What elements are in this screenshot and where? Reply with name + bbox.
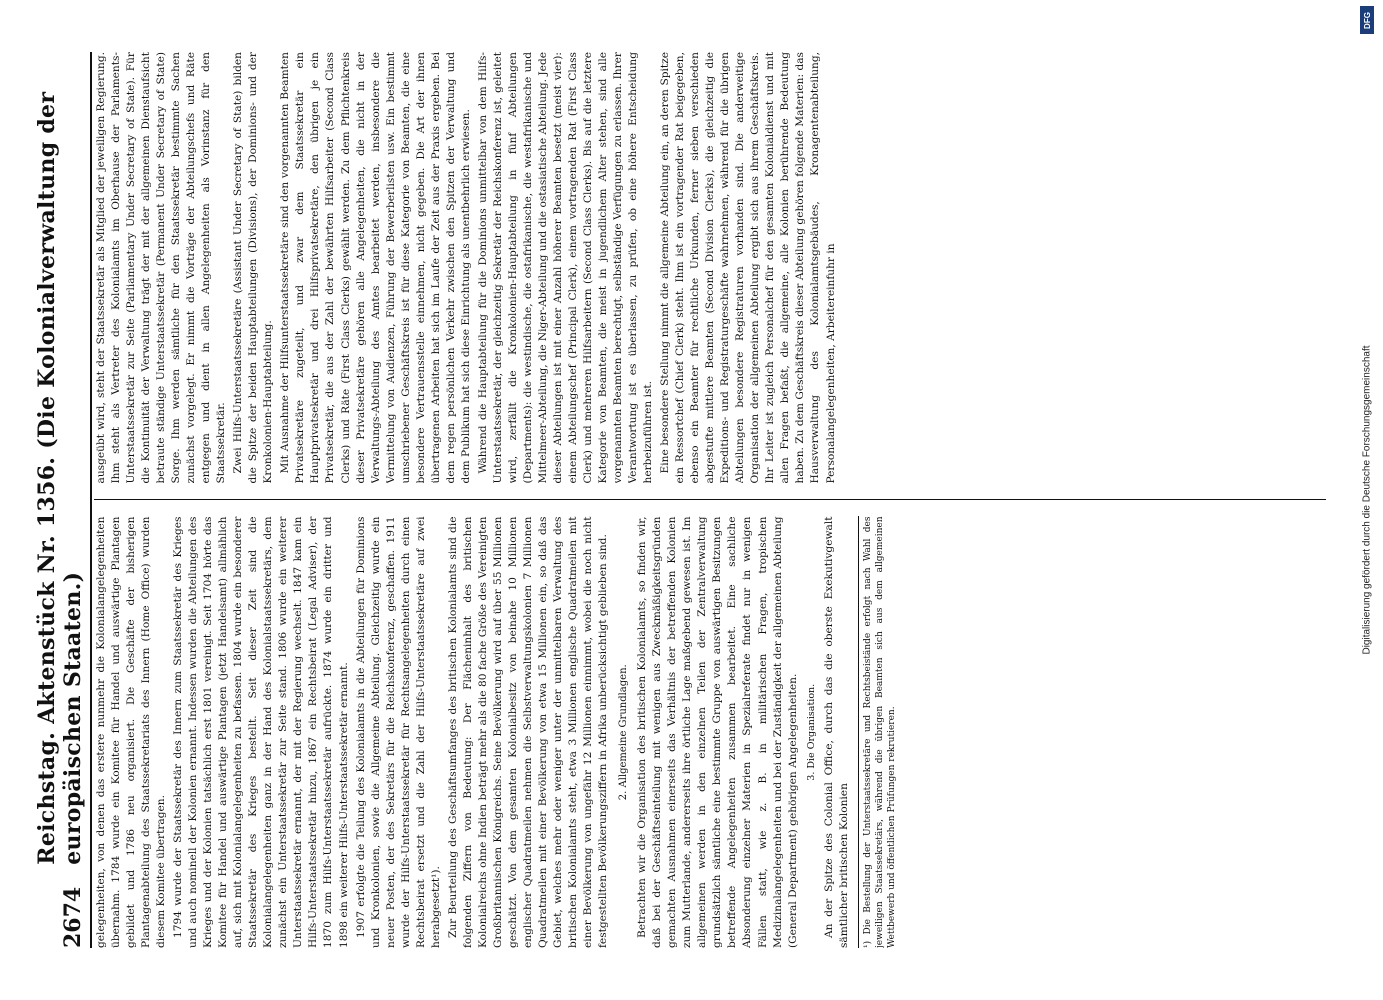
digitization-credit: Digitalisierung gefördert durch die Deutsche Forschungsgemeinschaft — [1361, 345, 1373, 655]
page-title: Reichstag. Aktenstück Nr. 1356. (Die Kolonialverwaltung der europäischen Staaten.) — [33, 91, 86, 865]
section-heading: 3. Die Organisation. — [805, 683, 817, 781]
paragraph: Zwei Hilfs-Unterstaatssekretäre (Assistant Under Secretary of State) bilden die Spitze der beiden Hauptabteilungen (Divisions), der Dominions- und der Kronkolonien-Hauptabteilung. — [231, 52, 274, 484]
paragraph: 1794 wurde der Staatssekretär des Innern zum Staatssekretär des Krieges und auch nominell der Kolonien ernannt. Indessen wurden die Abteilungen des Krieges und der Kolonien tatsächlich erst 1801 vereinigt. Seit 1704 hörte das Komitee für Handel und auswärtige Plantagen (jetzt Handelsamt) allmählich auf, sich mit Kolonialangelegenheiten zu befassen. 1804 wurde ein besonderer Staatssekretär des Krieges bestellt. Seit dieser Zeit sind die Kolonialangelegenheiten ganz in der Hand des Kolonialstaatssekretärs, dem zunächst ein Unterstaatssekretär zur Seite stand. 1806 wurde ein weiterer Unterstaatssekretär ernannt, der mit der Regierung wechselt. 1847 kam ein Hilfs-Unterstaatssekretär hinzu, 1867 ein Rechtsbeirat (Legal Adviser), der 1870 zum Hilfs-Unterstaatssekretär aufrückte. 1874 wurde ein dritter und 1898 ein weiterer Hilfs-Unterstaatssekretär ernannt. — [171, 516, 349, 948]
paragraph: Mit Ausnahme der Hilfsunterstaatssekretäre sind den vorgenannten Beamten Privatsekretäre zugeteilt, und zwar dem Staatssekretär ein Hauptprivatsekretär und drei Hilfsprivatsekretäre, den übrigen je ein Privatsekretär, die aus der Zahl der bewährten Hilfsarbeiter (Second Class Clerks) und Räte (First Class Clerks) gewählt werden. Zu dem Pflichtenkreis dieser Privatsekretäre gehören alle Angelegenheiten, die nicht in der Verwaltungs-Abteilung des Amtes bearbeitet werden, insbesondere die Vermittelung von Audienzen, Führung der Bewerberlisten usw. Ein bestimmt umschriebener Geschäftskreis ist für diese Kategorie von Beamten, die eine besondere Vertrauensstelle einnehmen, nicht gegeben. Die Art der ihnen übertragenen Arbeiten hat sich im Laufe der Zeit aus der Praxis ergeben. Bei dem regen persönlichen Verkehr zwischen den Spitzen der Verwaltung und dem Publikum hat sich diese Einrichtung als unentbehrlich erwiesen. — [278, 52, 472, 484]
column-right — [94, 52, 1326, 484]
footnote-text: ¹) Die Bestellung der Unterstaatssekretäre und Rechtsbeistände erfolgt nach Wahl des jeweiligen Staatssekretärs, während die übrigen Beamten sich aus dem allgemeinen Wettbewerb und öffentlichen Prüfungen rekrutieren. — [862, 516, 897, 948]
paragraph: ausgeübt wird, steht der Staatssekretär als Mitglied der jeweiligen Regierung. Ihm steht als Vertreter des Kolonialamts im Oberhause der Parlaments-Unterstaatssekretär zur Seite (Parliamentary Under Secretary of State). Für die Kontinuität der Verwaltung trägt der mit der allgemeinen Dienstaufsicht betraute ständige Unterstaatssekretär (Permanent Under Secretary of State) Sorge. Ihm werden sämtliche für den Staatssekretär bestimmte Sachen zunächst vorgelegt. Er nimmt die Vorträge der Abteilungschefs und Räte entgegen und dient in allen Angelegenheiten als Vorinstanz für den Staatssekretär. — [94, 52, 227, 484]
page-number: 2674 — [59, 886, 86, 948]
paragraph: Während die Hauptabteilung für die Dominions unmittelbar von dem Hilfs-Unterstaatssekretär, der gleichzeitig Sekretär der Reichskonferenz ist, geleitet wird, zerfällt die Kronkolonien-Hauptabteilung in fünf Abteilungen (Departments): die westindische, die ostafrikanische, die westafrikanische und Mittelmeer-Abteilung, die Niger-Abteilung und die ostasiatische Abteilung. Jede dieser Abteilungen ist mit einer Anzahl höherer Beamten besetzt (meist vier): einem Abteilungschef (Principal Clerk), einem vortragenden Rat (First Class Clerk) und mehreren Hilfsarbeitern (Second Class Clerks). Bis auf die letztere Kategorie von Beamten, die meist in jugendlichem Alter stehen, sind alle vorgenannten Beamten berechtigt, selbständige Verfügungen zu erlassen. Ihrer Verantwortung ist es überlassen, zu prüfen, ob eine höhere Entscheidung herbeizuführen ist. — [476, 52, 654, 484]
paragraph: Eine besondere Stellung nimmt die allgemeine Abteilung ein, an deren Spitze ein Ressortchef (Chief Clerk) steht. Ihm ist ein vortragender Rat beigegeben, ebenso ein Beamter für rechtliche Urkunden, ferner sieben verschieden abgestufte mittlere Beamten (Second Division Clerks), die gleichzeitig die Expeditions- und Registraturgeschäfte wahrnehmen, während für die übrigen Abteilungen besondere Registraturen vorhanden sind. Die anderweitige Organisation der allgemeinen Abteilung ergibt sich aus ihrem Geschäftskreis. Ihr Leiter ist zugleich Personalchef für den gesamten Kolonialdienst und mit allen Fragen befaßt, die allgemeine, alle Kolonien berührende Bedeutung haben. Zu dem Geschäftskreis dieser Abteilung gehören folgende Materien: das Hausverwaltung des Kolonialamtsgebäudes, Kronagentenabteilung, Personalangelegenheiten, Arbeitereinfuhr in — [658, 52, 836, 484]
dfg-logo: DFG — [1360, 6, 1374, 34]
column-divider — [94, 500, 1326, 501]
section-heading: 2. Allgemeine Grundlagen. — [617, 664, 629, 801]
paragraph: Betrachten wir die Organisation des britischen Kolonialamts, so finden wir, daß bei der Geschäftseinteilung mit wenigen aus Zweckmäßigkeitsgründen gemachten Ausnahmen einerseits das Verhältnis der betreffenden Kolonien zum Mutterlande, andererseits ihre örtliche Lage maßgebend gewesen ist. Im allgemeinen werden in den einzelnen Teilen der Zentralverwaltung grundsätzlich sämtliche eine bestimmte Gruppe von auswärtigen Besitzungen betreffende Angelegenheiten zusammen bearbeitet. Eine sachliche Absonderung einzelner Materien in Spezialreferate findet nur in wenigen Fällen statt, wie z. B. in militärischen Fragen, tropischen Medizinalangelegenheiten und bei der Zuständigkeit der allgemeinen Abteilung (General Department) gehörigen Angelegenheiten. — [635, 516, 799, 948]
paragraph: Zur Beurteilung des Geschäftsumfanges des britischen Kolonialamts sind die folgenden Ziffern von Bedeutung: Der Flächeninhalt des britischen Kolonialreichs ohne Indien beträgt mehr als die 80 fache Größe des Vereinigten Großbritannischen Königreichs. Seine Bevölkerung wird auf über 55 Millionen geschätzt. Von dem gesamten Kolonialbesitz von beinahe 10 Millionen englischer Quadratmeilen nehmen die Selbstverwaltungskolonien 7 Millionen Quadratmeilen mit einer Bevölkerung von etwa 15 Millionen ein, so daß das Gebiet, welches mehr oder weniger unter der unmittelbaren Verwaltung des britischen Kolonialamts steht, etwa 3 Millionen englische Quadratmeilen mit einer Bevölkerung von ungefähr 12 Millionen einnimmt, wobei die noch nicht festgestellten Bevölkerungsziffern in Afrika unberücksichtigt geblieben sind. — [446, 516, 609, 948]
digitization-note — [1353, 0, 1381, 1000]
paragraph: gelegenheiten, von denen das erstere nunmehr die Kolonialangelegenheiten übernahm. 1784 wurde ein Komitee für Handel und auswärtige Plantagen gebildet und 1786 neu organisiert. Die Geschäfte der bisherigen Plantagenabteilung des Staatssekretariats des Innern (Home Office) wurden diesem Komitee übertragen. — [94, 516, 167, 948]
page-header — [33, 52, 92, 948]
paragraph: An der Spitze des Colonial Office, durch das die oberste Exekutivgewalt sämtlicher britischen Kolonien — [822, 516, 850, 948]
footnote — [858, 517, 898, 949]
paragraph: 1907 erfolgte die Teilung des Kolonialamts in die Abteilungen für Dominions und Kronkolonien, sowie die Allgemeine Abteilung. Gleichzeitig wurde ein neuer Posten, der des Sekretärs für die Reichskonferenz, geschaffen. 1911 wurde der Hilfs-Unterstaatssekretär für Rechtsangelegenheiten durch einen Rechtsbeirat ersetzt und die Zahl der Hilfs-Unterstaatssekretäre auf zwei herabgesetzt¹). — [354, 516, 442, 948]
document-page — [33, 30, 1342, 970]
text-columns — [94, 52, 1326, 948]
column-left — [94, 517, 1326, 949]
